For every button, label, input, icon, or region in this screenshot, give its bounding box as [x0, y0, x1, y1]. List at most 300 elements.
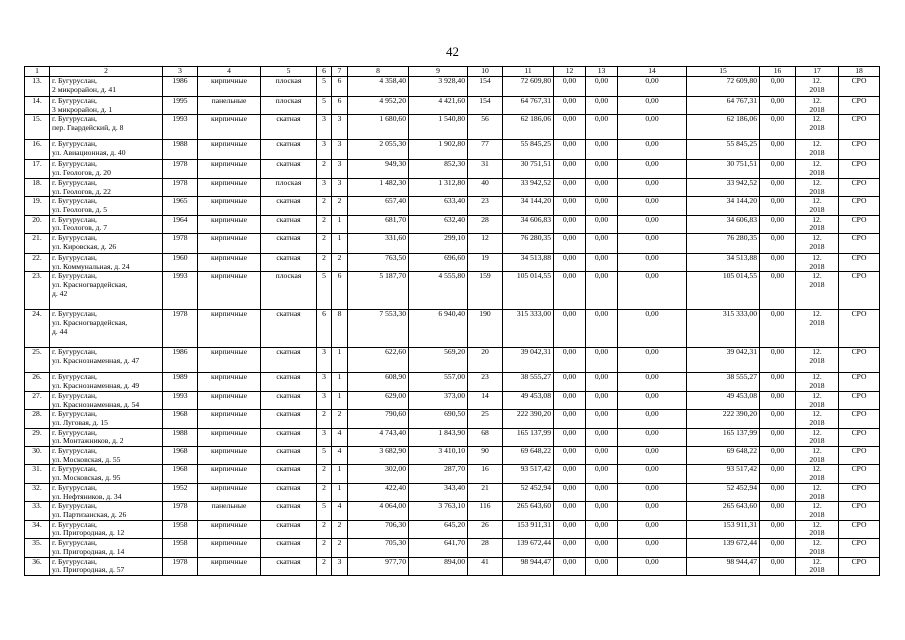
method-cell: СРО — [839, 539, 880, 557]
deadline-cell-line: 2018 — [809, 381, 825, 391]
entrances-cell: 3 — [332, 557, 348, 575]
address-cell-line: ул. Геологов, д. 5 — [52, 204, 108, 214]
address-cell-line: г. Бугуруслан, — [52, 178, 97, 187]
living-area-cell: 641,70 — [409, 539, 468, 557]
roof-type-cell: скатная — [261, 502, 317, 520]
roof-type-cell: скатная — [261, 197, 317, 215]
deadline-cell — [796, 160, 839, 178]
total-area-cell: 4 358,40 — [348, 77, 409, 97]
residents-cell: 23 — [468, 197, 503, 215]
deadline-cell-line: 12. — [812, 233, 822, 243]
entrances-cell: 3 — [332, 160, 348, 178]
column-header: 16 — [760, 67, 796, 77]
cost-col13-cell: 0,00 — [586, 539, 618, 557]
roof-type-cell: скатная — [261, 348, 317, 373]
cost-col12-cell: 0,00 — [554, 428, 586, 446]
living-area-cell: 633,40 — [409, 197, 468, 215]
table-row — [25, 391, 880, 409]
column-header: 14 — [618, 67, 687, 77]
floors-cell: 2 — [317, 160, 332, 178]
entrances-cell: 1 — [332, 465, 348, 483]
row-number: 16. — [25, 140, 50, 160]
table-row — [25, 197, 880, 215]
method-cell: СРО — [839, 520, 880, 538]
total-area-cell: 302,00 — [348, 465, 409, 483]
roof-type-cell: плоская — [261, 272, 317, 310]
deadline-cell — [796, 178, 839, 196]
residents-cell: 31 — [468, 160, 503, 178]
address-cell — [50, 115, 163, 140]
roof-type-cell: скатная — [261, 410, 317, 428]
row-number: 20. — [25, 215, 50, 233]
column-header: 7 — [332, 67, 348, 77]
table-row — [25, 178, 880, 196]
living-area-cell: 1 902,80 — [409, 140, 468, 160]
address-cell-line: г. Бугуруслан, — [52, 76, 97, 85]
year-built-cell: 1993 — [163, 391, 198, 409]
deadline-cell-line: 12. — [812, 196, 822, 206]
method-cell: СРО — [839, 373, 880, 391]
living-area-cell: 1 540,80 — [409, 115, 468, 140]
total-area-cell: 629,00 — [348, 391, 409, 409]
deadline-cell-line: 2018 — [809, 104, 825, 114]
living-area-cell: 287,70 — [409, 465, 468, 483]
deadline-cell — [796, 373, 839, 391]
living-area-cell: 1 843,90 — [409, 428, 468, 446]
floors-cell: 5 — [317, 272, 332, 310]
floors-cell: 5 — [317, 77, 332, 97]
deadline-cell — [796, 465, 839, 483]
column-number-header-row — [25, 67, 880, 77]
table-row — [25, 272, 880, 310]
year-built-cell: 1968 — [163, 465, 198, 483]
deadline-cell-line: 12. — [812, 520, 822, 529]
year-built-cell: 1978 — [163, 160, 198, 178]
address-cell — [50, 483, 163, 501]
cost-col15-cell: 153 911,31 — [687, 520, 760, 538]
living-area-cell: 3 763,10 — [409, 502, 468, 520]
address-cell-line: г. Бугуруслан, — [52, 446, 97, 456]
address-cell-line: ул. Геологов, д. 22 — [52, 186, 111, 196]
address-cell-line: ул. Кировская, д. 26 — [52, 241, 117, 251]
floors-cell: 2 — [317, 254, 332, 272]
cost-col16-cell: 0,00 — [760, 410, 796, 428]
method-cell: СРО — [839, 465, 880, 483]
roof-type-cell: плоская — [261, 178, 317, 196]
deadline-cell — [796, 483, 839, 501]
total-area-cell: 705,30 — [348, 539, 409, 557]
cost-col16-cell: 0,00 — [760, 234, 796, 254]
total-area-cell: 622,60 — [348, 348, 409, 373]
cost-col12-cell: 0,00 — [554, 97, 586, 115]
row-number: 28. — [25, 410, 50, 428]
row-number: 24. — [25, 310, 50, 348]
entrances-cell: 6 — [332, 97, 348, 115]
total-area-cell: 706,30 — [348, 520, 409, 538]
total-cost-cell: 38 555,27 — [503, 373, 554, 391]
residents-cell: 16 — [468, 465, 503, 483]
address-cell-line: г. Бугуруслан, — [52, 271, 97, 281]
address-cell — [50, 410, 163, 428]
wall-material-cell: кирпичные — [198, 348, 261, 373]
method-cell: СРО — [839, 557, 880, 575]
total-cost-cell: 49 453,08 — [503, 391, 554, 409]
address-cell-line: д. 44 — [52, 326, 68, 336]
residents-cell: 21 — [468, 483, 503, 501]
table-row — [25, 77, 880, 97]
cost-col13-cell: 0,00 — [586, 215, 618, 233]
address-cell — [50, 197, 163, 215]
total-area-cell: 7 553,30 — [348, 310, 409, 348]
total-cost-cell: 34 513,88 — [503, 254, 554, 272]
address-cell — [50, 234, 163, 254]
address-cell — [50, 272, 163, 310]
living-area-cell: 894,00 — [409, 557, 468, 575]
cost-col12-cell: 0,00 — [554, 310, 586, 348]
total-area-cell: 1 482,30 — [348, 178, 409, 196]
table-row — [25, 520, 880, 538]
address-cell-line: г. Бугуруслан, — [52, 483, 97, 492]
year-built-cell: 1989 — [163, 373, 198, 391]
residents-cell: 23 — [468, 373, 503, 391]
row-number: 29. — [25, 428, 50, 446]
row-number: 27. — [25, 391, 50, 409]
wall-material-cell: кирпичные — [198, 539, 261, 557]
roof-type-cell: скатная — [261, 254, 317, 272]
address-cell-line: ул. Красногвардейская, — [52, 318, 128, 328]
method-cell: СРО — [839, 215, 880, 233]
column-header: 1 — [25, 67, 50, 77]
cost-col13-cell: 0,00 — [586, 310, 618, 348]
deadline-cell-line: 12. — [812, 557, 822, 566]
deadline-cell-line: 2018 — [809, 436, 825, 446]
total-cost-cell: 139 672,44 — [503, 539, 554, 557]
deadline-cell-line: 2018 — [809, 168, 825, 178]
total-cost-cell: 30 751,51 — [503, 160, 554, 178]
total-cost-cell: 76 280,35 — [503, 234, 554, 254]
wall-material-cell: кирпичные — [198, 557, 261, 575]
row-number: 32. — [25, 483, 50, 501]
cost-col15-cell: 34 144,20 — [687, 197, 760, 215]
method-cell: СРО — [839, 428, 880, 446]
cost-col15-cell: 49 453,08 — [687, 391, 760, 409]
wall-material-cell: кирпичные — [198, 373, 261, 391]
deadline-cell-line: 12. — [812, 428, 822, 437]
total-cost-cell: 93 517,42 — [503, 465, 554, 483]
cost-col15-cell: 93 517,42 — [687, 465, 760, 483]
living-area-cell: 645,20 — [409, 520, 468, 538]
living-area-cell: 696,60 — [409, 254, 468, 272]
residents-cell: 116 — [468, 502, 503, 520]
total-cost-cell: 153 911,31 — [503, 520, 554, 538]
deadline-cell-line: 12. — [812, 114, 822, 124]
total-area-cell: 4 064,00 — [348, 502, 409, 520]
deadline-cell-line: 2018 — [809, 473, 825, 483]
cost-col14-cell: 0,00 — [618, 428, 687, 446]
residents-cell: 12 — [468, 234, 503, 254]
cost-col12-cell: 0,00 — [554, 178, 586, 196]
cost-col13-cell: 0,00 — [586, 465, 618, 483]
row-number: 36. — [25, 557, 50, 575]
table-row — [25, 348, 880, 373]
cost-col16-cell: 0,00 — [760, 483, 796, 501]
address-cell — [50, 502, 163, 520]
cost-col16-cell: 0,00 — [760, 391, 796, 409]
deadline-cell-line: 2018 — [809, 399, 825, 409]
total-cost-cell: 165 137,99 — [503, 428, 554, 446]
address-cell — [50, 373, 163, 391]
wall-material-cell: кирпичные — [198, 77, 261, 97]
address-cell-line: ул. Красногвардейская, — [52, 280, 128, 290]
deadline-cell — [796, 140, 839, 160]
deadline-cell — [796, 115, 839, 140]
total-cost-cell: 34 144,20 — [503, 197, 554, 215]
deadline-cell-line: 2018 — [809, 186, 825, 196]
column-header: 9 — [409, 67, 468, 77]
total-cost-cell: 33 942,52 — [503, 178, 554, 196]
cost-col13-cell: 0,00 — [586, 115, 618, 140]
entrances-cell: 2 — [332, 254, 348, 272]
deadline-cell-line: 12. — [812, 391, 822, 400]
entrances-cell: 1 — [332, 215, 348, 233]
year-built-cell: 1968 — [163, 410, 198, 428]
table-row — [25, 115, 880, 140]
living-area-cell: 852,30 — [409, 160, 468, 178]
deadline-cell-line: 2018 — [809, 356, 825, 366]
cost-col15-cell: 64 767,31 — [687, 97, 760, 115]
cost-col15-cell: 76 280,35 — [687, 234, 760, 254]
floors-cell: 5 — [317, 97, 332, 115]
year-built-cell: 1993 — [163, 272, 198, 310]
cost-col15-cell: 62 186,06 — [687, 115, 760, 140]
entrances-cell: 2 — [332, 410, 348, 428]
cost-col16-cell: 0,00 — [760, 160, 796, 178]
living-area-cell: 1 312,80 — [409, 178, 468, 196]
cost-col12-cell: 0,00 — [554, 502, 586, 520]
total-area-cell: 790,60 — [348, 410, 409, 428]
residents-cell: 154 — [468, 97, 503, 115]
cost-col16-cell: 0,00 — [760, 272, 796, 310]
cost-col12-cell: 0,00 — [554, 557, 586, 575]
cost-col12-cell: 0,00 — [554, 520, 586, 538]
cost-col16-cell: 0,00 — [760, 215, 796, 233]
address-cell-line: ул. Нефтяников, д. 34 — [52, 491, 122, 501]
wall-material-cell: кирпичные — [198, 465, 261, 483]
entrances-cell: 1 — [332, 234, 348, 254]
column-header: 5 — [261, 67, 317, 77]
wall-material-cell: кирпичные — [198, 140, 261, 160]
cost-col16-cell: 0,00 — [760, 373, 796, 391]
living-area-cell: 3 928,40 — [409, 77, 468, 97]
deadline-cell-line: 2018 — [809, 241, 825, 251]
address-cell-line: ул. Коммунальная, д. 24 — [52, 261, 130, 271]
total-area-cell: 657,40 — [348, 197, 409, 215]
living-area-cell: 4 555,80 — [409, 272, 468, 310]
column-header: 3 — [163, 67, 198, 77]
cost-col13-cell: 0,00 — [586, 520, 618, 538]
entrances-cell: 2 — [332, 197, 348, 215]
address-cell-line: г. Бугуруслан, — [52, 428, 97, 437]
living-area-cell: 4 421,60 — [409, 97, 468, 115]
address-cell — [50, 77, 163, 97]
year-built-cell: 1988 — [163, 140, 198, 160]
address-cell-line: д. 42 — [52, 288, 68, 298]
year-built-cell: 1978 — [163, 234, 198, 254]
total-area-cell: 5 187,70 — [348, 272, 409, 310]
table-row — [25, 428, 880, 446]
year-built-cell: 1965 — [163, 197, 198, 215]
floors-cell: 2 — [317, 557, 332, 575]
address-cell-line: г. Бугуруслан, — [52, 139, 97, 149]
total-area-cell: 422,40 — [348, 483, 409, 501]
column-header: 13 — [586, 67, 618, 77]
address-cell — [50, 215, 163, 233]
table-row — [25, 410, 880, 428]
address-cell-line: 3 микрорайон, д. 1 — [52, 104, 113, 114]
address-cell-line: г. Бугуруслан, — [52, 538, 97, 548]
method-cell: СРО — [839, 348, 880, 373]
cost-col12-cell: 0,00 — [554, 197, 586, 215]
wall-material-cell: кирпичные — [198, 428, 261, 446]
residents-cell: 40 — [468, 178, 503, 196]
cost-col12-cell: 0,00 — [554, 77, 586, 97]
column-header: 15 — [687, 67, 760, 77]
deadline-cell-line: 2018 — [809, 528, 825, 538]
residents-cell: 159 — [468, 272, 503, 310]
address-cell-line: г. Бугуруслан, — [52, 215, 97, 224]
table-row — [25, 160, 880, 178]
wall-material-cell: кирпичные — [198, 310, 261, 348]
deadline-cell-line: 12. — [812, 501, 822, 511]
table-row — [25, 373, 880, 391]
year-built-cell: 1988 — [163, 428, 198, 446]
floors-cell: 3 — [317, 178, 332, 196]
living-area-cell: 373,00 — [409, 391, 468, 409]
total-area-cell: 949,30 — [348, 160, 409, 178]
year-built-cell: 1993 — [163, 115, 198, 140]
address-cell-line: г. Бугуруслан, — [52, 233, 97, 243]
row-number: 19. — [25, 197, 50, 215]
housing-registry-table — [24, 66, 880, 576]
roof-type-cell: скатная — [261, 520, 317, 538]
cost-col14-cell: 0,00 — [618, 557, 687, 575]
cost-col16-cell: 0,00 — [760, 115, 796, 140]
method-cell: СРО — [839, 410, 880, 428]
deadline-cell — [796, 197, 839, 215]
cost-col12-cell: 0,00 — [554, 348, 586, 373]
table-row — [25, 483, 880, 501]
floors-cell: 2 — [317, 520, 332, 538]
residents-cell: 19 — [468, 254, 503, 272]
deadline-cell — [796, 447, 839, 465]
floors-cell: 3 — [317, 140, 332, 160]
cost-col16-cell: 0,00 — [760, 254, 796, 272]
address-cell-line: г. Бугуруслан, — [52, 372, 97, 382]
cost-col16-cell: 0,00 — [760, 310, 796, 348]
roof-type-cell: скатная — [261, 373, 317, 391]
year-built-cell: 1978 — [163, 557, 198, 575]
table-row — [25, 254, 880, 272]
cost-col15-cell: 72 609,80 — [687, 77, 760, 97]
cost-col15-cell: 55 845,25 — [687, 140, 760, 160]
address-cell-line: 2 микрорайон, д. 41 — [52, 84, 116, 94]
wall-material-cell: панельные — [198, 502, 261, 520]
living-area-cell: 3 410,10 — [409, 447, 468, 465]
floors-cell: 2 — [317, 410, 332, 428]
cost-col12-cell: 0,00 — [554, 391, 586, 409]
cost-col16-cell: 0,00 — [760, 502, 796, 520]
address-cell-line: ул. Геологов, д. 20 — [52, 168, 111, 178]
cost-col16-cell: 0,00 — [760, 140, 796, 160]
deadline-cell — [796, 310, 839, 348]
row-number: 35. — [25, 539, 50, 557]
cost-col14-cell: 0,00 — [618, 272, 687, 310]
wall-material-cell: кирпичные — [198, 215, 261, 233]
cost-col16-cell: 0,00 — [760, 447, 796, 465]
entrances-cell: 2 — [332, 539, 348, 557]
cost-col15-cell: 98 944,47 — [687, 557, 760, 575]
wall-material-cell: кирпичные — [198, 160, 261, 178]
method-cell: СРО — [839, 178, 880, 196]
address-cell-line: ул. Краснознаменная, д. 54 — [52, 399, 140, 409]
address-cell-line: ул. Пригородная, д. 14 — [52, 546, 125, 556]
wall-material-cell: кирпичные — [198, 234, 261, 254]
deadline-cell-line: 12. — [812, 178, 822, 187]
cost-col14-cell: 0,00 — [618, 465, 687, 483]
cost-col15-cell: 30 751,51 — [687, 160, 760, 178]
method-cell: СРО — [839, 447, 880, 465]
cost-col16-cell: 0,00 — [760, 557, 796, 575]
year-built-cell: 1958 — [163, 539, 198, 557]
deadline-cell — [796, 272, 839, 310]
method-cell: СРО — [839, 254, 880, 272]
roof-type-cell: скатная — [261, 215, 317, 233]
deadline-cell-line: 12. — [812, 409, 822, 419]
table-row — [25, 215, 880, 233]
cost-col12-cell: 0,00 — [554, 115, 586, 140]
cost-col12-cell: 0,00 — [554, 447, 586, 465]
living-area-cell: 343,40 — [409, 483, 468, 501]
cost-col14-cell: 0,00 — [618, 391, 687, 409]
row-number: 31. — [25, 465, 50, 483]
deadline-cell-line: 2018 — [809, 84, 825, 94]
address-cell-line: ул. Московская, д. 55 — [52, 454, 121, 464]
deadline-cell-line: 12. — [812, 309, 822, 319]
page-number: 42 — [446, 44, 459, 59]
total-cost-cell: 62 186,06 — [503, 115, 554, 140]
entrances-cell: 1 — [332, 373, 348, 391]
cost-col13-cell: 0,00 — [586, 502, 618, 520]
roof-type-cell: скатная — [261, 391, 317, 409]
deadline-cell — [796, 97, 839, 115]
cost-col14-cell: 0,00 — [618, 234, 687, 254]
wall-material-cell: кирпичные — [198, 391, 261, 409]
deadline-cell — [796, 348, 839, 373]
row-number: 15. — [25, 115, 50, 140]
total-cost-cell: 315 333,00 — [503, 310, 554, 348]
cost-col14-cell: 0,00 — [618, 77, 687, 97]
total-cost-cell: 72 609,80 — [503, 77, 554, 97]
total-area-cell: 3 682,90 — [348, 447, 409, 465]
floors-cell: 3 — [317, 428, 332, 446]
entrances-cell: 3 — [332, 140, 348, 160]
residents-cell: 28 — [468, 215, 503, 233]
row-number: 18. — [25, 178, 50, 196]
column-header: 8 — [348, 67, 409, 77]
deadline-cell-line: 12. — [812, 347, 822, 357]
living-area-cell: 632,40 — [409, 215, 468, 233]
cost-col16-cell: 0,00 — [760, 428, 796, 446]
